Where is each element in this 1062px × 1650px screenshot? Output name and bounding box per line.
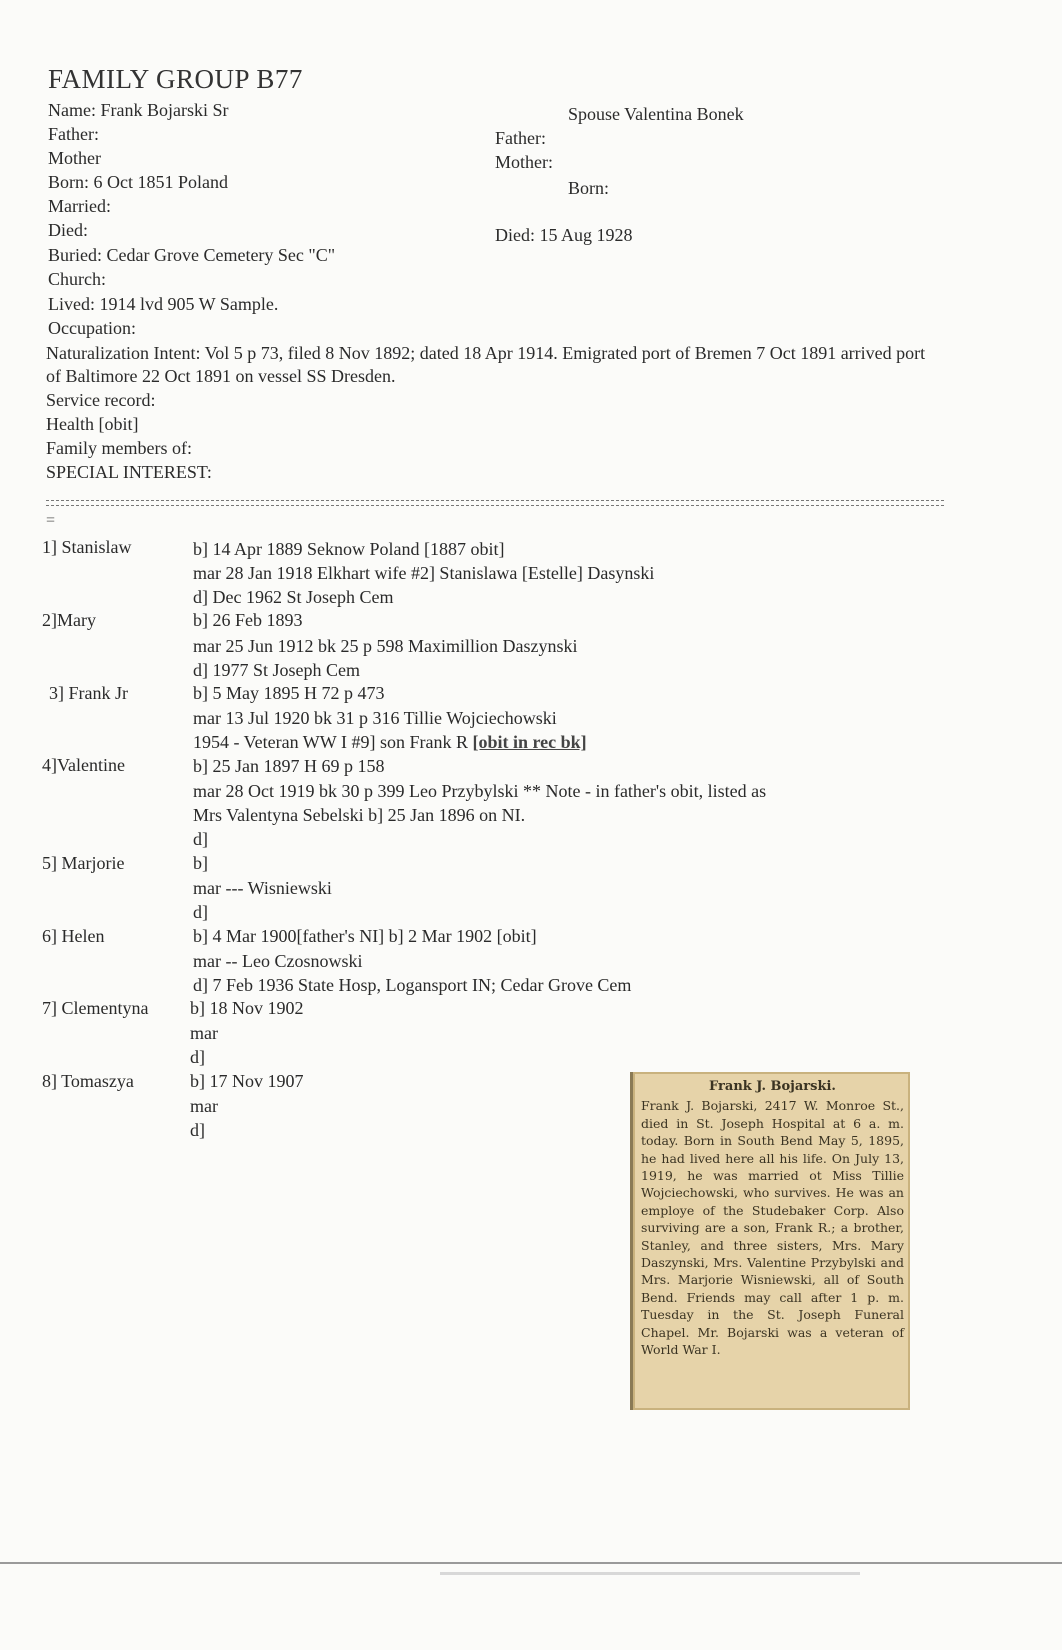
spouse-died: Died: 15 Aug 1928 xyxy=(495,225,633,245)
child-detail: d] xyxy=(193,829,208,849)
clipping-headline: Frank J. Bojarski. xyxy=(709,1079,836,1094)
child-detail: mar xyxy=(190,1096,218,1116)
section-separator xyxy=(46,500,944,506)
clipping-text: Frank J. Bojarski, 2417 W. Monroe St., died in St. Joseph Hospital at 6 a. m. today. Born in South Bend May 5, 1895, he had lived here all his life. On July 13, 1919, he was married ot Miss Tillie Wojciechowski, who survives. He was an employe of the Studebaker Corp. Also surviving are a son, Frank R.; a brother, Stanley, and three sisters, Mrs. Mary Daszynski, Mrs. Valentine Przybylski and Mrs. Marjorie Wisniewski, all of South Bend. Friends may call after 1 p. m. Tuesday in the St. Joseph Funeral Chapel. Mr. Bojarski was a veteran of World War I. xyxy=(641,1098,904,1358)
child-detail xyxy=(193,732,587,753)
person-health: Health [obit] xyxy=(46,414,139,434)
obit-link[interactable]: [obit in rec bk] xyxy=(472,732,587,752)
page-title: FAMILY GROUP B77 xyxy=(48,64,303,94)
child-label: 1] Stanislaw xyxy=(42,537,132,557)
child-detail: b] 4 Mar 1900[father's NI] b] 2 Mar 1902 [obit] xyxy=(193,926,537,946)
child-detail: mar 13 Jul 1920 bk 31 p 316 Tillie Wojciechowski xyxy=(193,708,557,728)
child-detail: mar xyxy=(190,1023,218,1043)
child-detail: d] 1977 St Joseph Cem xyxy=(193,660,361,680)
veteran-line: 1954 - Veteran WW I #9] son Frank R xyxy=(193,732,473,752)
person-name: Name: Frank Bojarski Sr xyxy=(48,100,229,120)
bottom-faint-mark xyxy=(440,1572,860,1575)
child-detail: b] 25 Jan 1897 H 69 p 158 xyxy=(193,756,385,776)
child-detail: b] 26 Feb 1893 xyxy=(193,610,303,630)
person-naturalization: Naturalization Intent: Vol 5 p 73, filed 8 Nov 1892; dated 18 Apr 1914. Emigrated port of Bremen 7 Oct 1891 arrived port of Baltimore 22 Oct 1891 on vessel SS Dresden. xyxy=(46,343,926,386)
person-buried: Buried: Cedar Grove Cemetery Sec "C" xyxy=(48,245,336,265)
person-occupation: Occupation: xyxy=(48,318,136,338)
child-detail: b] 5 May 1895 H 72 p 473 xyxy=(193,683,385,703)
child-detail: Mrs Valentyna Sebelski b] 25 Jan 1896 on NI. xyxy=(193,805,526,825)
obituary-clipping xyxy=(630,1072,910,1410)
child-detail: b] 18 Nov 1902 xyxy=(190,998,304,1018)
child-detail: mar 28 Jan 1918 Elkhart wife #2] Stanislawa [Estelle] Dasynski xyxy=(193,563,655,583)
person-family-members: Family members of: xyxy=(46,438,192,458)
child-detail: d] 7 Feb 1936 State Hosp, Logansport IN; Cedar Grove Cem xyxy=(193,975,632,995)
person-church: Church: xyxy=(48,269,106,289)
bottom-edge-rule xyxy=(0,1562,1062,1564)
person-father: Father: xyxy=(48,124,99,144)
person-mother: Mother xyxy=(48,148,101,168)
person-service: Service record: xyxy=(46,390,156,410)
child-detail: d] xyxy=(190,1120,205,1140)
spouse-mother: Mother: xyxy=(495,152,553,172)
child-label: 2]Mary xyxy=(42,610,96,630)
child-detail: d] xyxy=(190,1047,205,1067)
child-detail: d] Dec 1962 St Joseph Cem xyxy=(193,587,394,607)
child-detail: mar -- Leo Czosnowski xyxy=(193,951,363,971)
separator-tail: = xyxy=(46,512,56,529)
person-lived: Lived: 1914 lvd 905 W Sample. xyxy=(48,294,279,314)
child-label: 6] Helen xyxy=(42,926,105,946)
person-died: Died: xyxy=(48,220,88,240)
child-label: 3] Frank Jr xyxy=(49,683,128,703)
person-married: Married: xyxy=(48,196,111,216)
spouse-father: Father: xyxy=(495,128,546,148)
spouse-name: Spouse Valentina Bonek xyxy=(568,104,744,124)
child-detail: b] 14 Apr 1889 Seknow Poland [1887 obit] xyxy=(193,539,505,559)
person-special-interest: SPECIAL INTEREST: xyxy=(46,462,212,482)
spouse-born: Born: xyxy=(568,178,610,198)
child-detail: b] xyxy=(193,853,208,873)
child-label: 4]Valentine xyxy=(42,755,125,775)
child-detail: mar 25 Jun 1912 bk 25 p 598 Maximillion Daszynski xyxy=(193,636,578,656)
child-label: 5] Marjorie xyxy=(42,853,125,873)
child-detail: d] xyxy=(193,902,208,922)
child-detail: b] 17 Nov 1907 xyxy=(190,1071,304,1091)
child-label: 7] Clementyna xyxy=(42,998,149,1018)
person-born: Born: 6 Oct 1851 Poland xyxy=(48,172,228,192)
child-label: 8] Tomaszya xyxy=(42,1071,134,1091)
child-detail: mar 28 Oct 1919 bk 30 p 399 Leo Przybylski ** Note - in father's obit, listed as xyxy=(193,781,767,801)
child-detail: mar --- Wisniewski xyxy=(193,878,332,898)
